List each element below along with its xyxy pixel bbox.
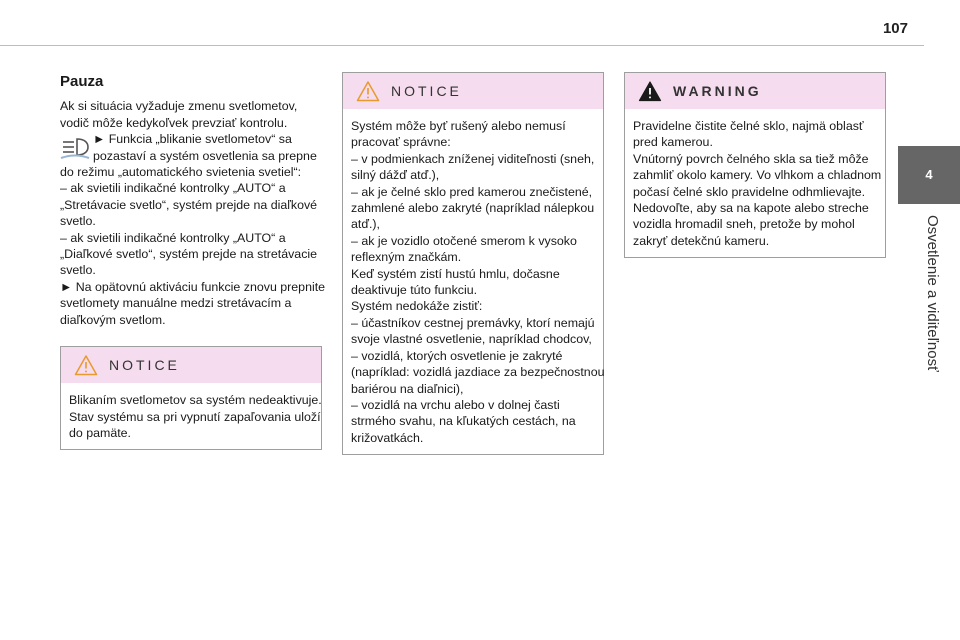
text-line: bariérou na diaľnici), <box>351 381 464 396</box>
column-1 <box>60 72 326 450</box>
notice-label: NOTICE <box>391 83 462 99</box>
text-line: počasí čelné sklo pravidelne odhmlievajte. <box>633 184 866 199</box>
text-line: reflexným značkám. <box>351 250 462 265</box>
text-line: svetlomety manuálne medzi stretávacím a <box>60 296 292 311</box>
warning-triangle-outline-icon <box>74 354 98 376</box>
warning-header <box>625 73 885 109</box>
notice-header <box>343 73 603 109</box>
text-line: svoje vlastné osvetlenie, napríklad chodcov, <box>351 332 592 347</box>
text-line: Ak si situácia vyžaduje zmenu svetlometov, <box>60 99 298 114</box>
text-line: „Stretávacie svetlo“, systém prejde na diaľkové <box>60 197 318 212</box>
text-line: Systém môže byť rušený alebo nemusí <box>351 119 566 133</box>
text-line: križovatkách. <box>351 430 424 445</box>
text-line: Vnútorný povrch čelného skla sa tiež môže <box>633 151 869 166</box>
text-line: do pamäte. <box>69 425 131 440</box>
text-line: zahmlené alebo zakryté (napríklad nálepkou <box>351 201 595 216</box>
warning-box <box>624 72 886 258</box>
text-line: pozastaví a systém osvetlenia sa prepne <box>93 148 317 163</box>
text-line: svetlo. <box>60 214 96 229</box>
chapter-number: 4 <box>925 167 933 182</box>
text-line: – ak svietili indikačné kontrolky „AUTO“ a <box>60 230 286 245</box>
intro-text <box>60 98 322 131</box>
warning-triangle-outline-icon <box>356 80 380 102</box>
icon-paragraph <box>60 131 322 164</box>
text-line: Systém nedokáže zistiť: <box>351 299 483 314</box>
text-line: svetlo. <box>60 263 96 278</box>
header-divider <box>0 45 924 46</box>
notice-body <box>61 383 321 449</box>
text-line: – vozidlá na vrchu alebo v dolnej časti <box>351 397 560 412</box>
text-line: ► Funkcia „blikanie svetlometov“ sa <box>93 132 292 147</box>
text-line: vodič môže kedykoľvek prevziať kontrolu. <box>60 115 288 130</box>
warning-body <box>625 109 885 257</box>
notice-body <box>343 109 603 454</box>
text-line: – v podmienkach zníženej viditeľnosti (sneh, <box>351 151 595 166</box>
notice-box <box>60 346 322 450</box>
text-line: (napríklad: vozidlá jazdiace za bezpečnostnou <box>351 365 605 380</box>
notice-header <box>61 347 321 383</box>
column-3 <box>624 72 886 258</box>
text-line: – ak je čelné sklo pred kamerou znečistené, <box>351 184 593 199</box>
text-line: Nedovoľte, aby sa na kapote alebo streche <box>633 201 869 216</box>
text-line: zakryť detekčnú kameru. <box>633 233 770 248</box>
warning-triangle-filled-icon <box>638 80 662 102</box>
notice-box <box>342 72 604 455</box>
text-line: „Diaľkové svetlo“, systém prejde na stretávacie <box>60 247 318 262</box>
section-heading: Pauza <box>60 73 104 90</box>
text-line: pred kamerou. <box>633 135 713 150</box>
text-line: pracovať správne: <box>351 135 451 150</box>
text-line: – ak svietili indikačné kontrolky „AUTO“ a <box>60 181 286 196</box>
auto-headlight-icon <box>60 133 90 161</box>
chapter-title: Osvetlenie a viditeľnosť <box>924 215 941 372</box>
text-line: silný dážď atď.), <box>351 168 440 183</box>
column-2 <box>342 72 604 455</box>
text-line: – vozidlá, ktorých osvetlenie je zakryté <box>351 348 563 363</box>
text-line: deaktivuje túto funkciu. <box>351 283 478 298</box>
text-line: strmého svahu, na kľukatých cestách, na <box>351 414 576 429</box>
text-line: Stav systému sa pri vypnutí zapaľovania uloží <box>69 409 321 424</box>
warning-label: WARNING <box>673 83 762 99</box>
text-line: Pravidelne čistite čelné sklo, najmä oblasť <box>633 119 864 133</box>
text-line: – účastníkov cestnej premávky, ktorí nemajú <box>351 315 595 330</box>
text-line: ► Na opätovnú aktiváciu funkcie znovu prepnite <box>60 279 326 294</box>
text-line: Blikaním svetlometov sa systém nedeaktivuje. <box>69 393 322 408</box>
notice-label: NOTICE <box>109 357 180 374</box>
text-line: diaľkovým svetlom. <box>60 312 166 327</box>
text-line: atď.), <box>351 217 380 232</box>
text-line: vozidla hromadil sneh, pretože by mohol <box>633 217 855 232</box>
page-number: 107 <box>882 20 908 37</box>
text-line: zahmliť okolo kamery. Vo vlhkom a chladnom <box>633 168 882 183</box>
text-line: – ak je vozidlo otočené smerom k vysoko <box>351 233 577 248</box>
text-line: do režimu „automatického svietenia svetiel“: <box>60 165 302 180</box>
body-text <box>60 164 326 328</box>
chapter-tab <box>898 146 960 204</box>
text-line: Keď systém zistí hustú hmlu, dočasne <box>351 266 560 281</box>
